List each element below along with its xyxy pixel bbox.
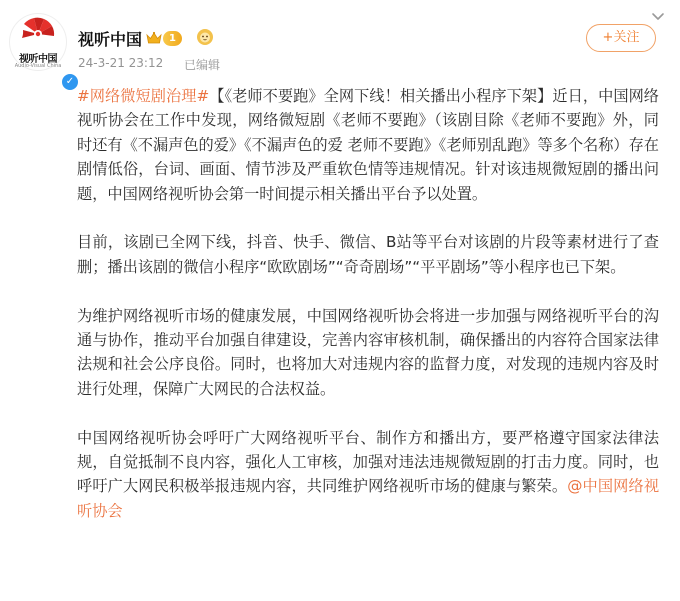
avatar-title: 视听中国 — [19, 54, 57, 65]
lion-badge-icon[interactable] — [196, 28, 214, 46]
user-name[interactable]: 视听中国 — [78, 30, 143, 49]
level-number: 1 — [163, 31, 182, 46]
post-timestamp[interactable]: 24-3-21 23:12 — [78, 56, 164, 70]
post-paragraph-4 — [77, 426, 659, 524]
mention-link[interactable]: @中国网络视听协会 — [77, 477, 660, 520]
post-paragraph-1-text: 【《老师不要跑》全网下线！相关播出小程序下架】近日，中国网络视听协会在工作中发现，网络微短剧《老师不要跑》（该剧目除《老师不要跑》外，同时还有《不漏声色的爱》《不漏声色的爱 老师不要跑》《老师别乱跑》等多个名称）存在剧情低俗，台词、画面、情节涉及严重软色情等违规情况。针对该违规微短剧的播出问题，中国网络视听协会第一时间提示相关播出平台予以处置。 — [77, 87, 659, 203]
follow-button[interactable]: +关注 — [586, 24, 656, 52]
edited-label: 已编辑 — [184, 58, 221, 72]
avatar-subtitle: Audio-Visual China — [14, 63, 62, 69]
post-paragraph-4-text: 中国网络视听协会呼吁广大网络视听平台、制作方和播出方，要严格遵守国家法律法规，自觉抵制不良内容，强化人工审核，加强对违法违规微短剧的打击力度。同时，也呼吁广大网民积极举报违规内容，共同维护网络视听市场的健康与繁荣。 — [77, 428, 659, 496]
fan-logo-icon — [10, 14, 66, 54]
avatar[interactable] — [10, 14, 75, 87]
post-paragraph-1 — [77, 84, 659, 206]
post-paragraph-3: 为维护网络视听市场的健康发展，中国网络视听协会将进一步加强与网络视听平台的沟通与协作，推动平台加强自律建设，完善内容审核机制，确保播出的内容符合国家法律法规和社会公序良俗。同时，也将加大对违规内容的监督力度，对发现的违规内容及时进行处理，保障广大网民的合法权益。 — [77, 306, 659, 398]
member-level-badge[interactable] — [146, 28, 182, 48]
hashtag-link[interactable]: #网络微短剧治理# — [77, 87, 210, 105]
post-text — [77, 84, 659, 548]
crown-icon — [146, 30, 162, 46]
verified-icon: ✓ — [60, 72, 80, 92]
chevron-down-icon[interactable] — [650, 8, 666, 24]
post-paragraph-2: 目前，该剧已全网下线，抖音、快手、微信、B站等平台对该剧的片段等素材进行了查删；播出该剧的微信小程序“欧欧剧场”“奇奇剧场”“平平剧场”等小程序也已下架。 — [77, 233, 659, 276]
